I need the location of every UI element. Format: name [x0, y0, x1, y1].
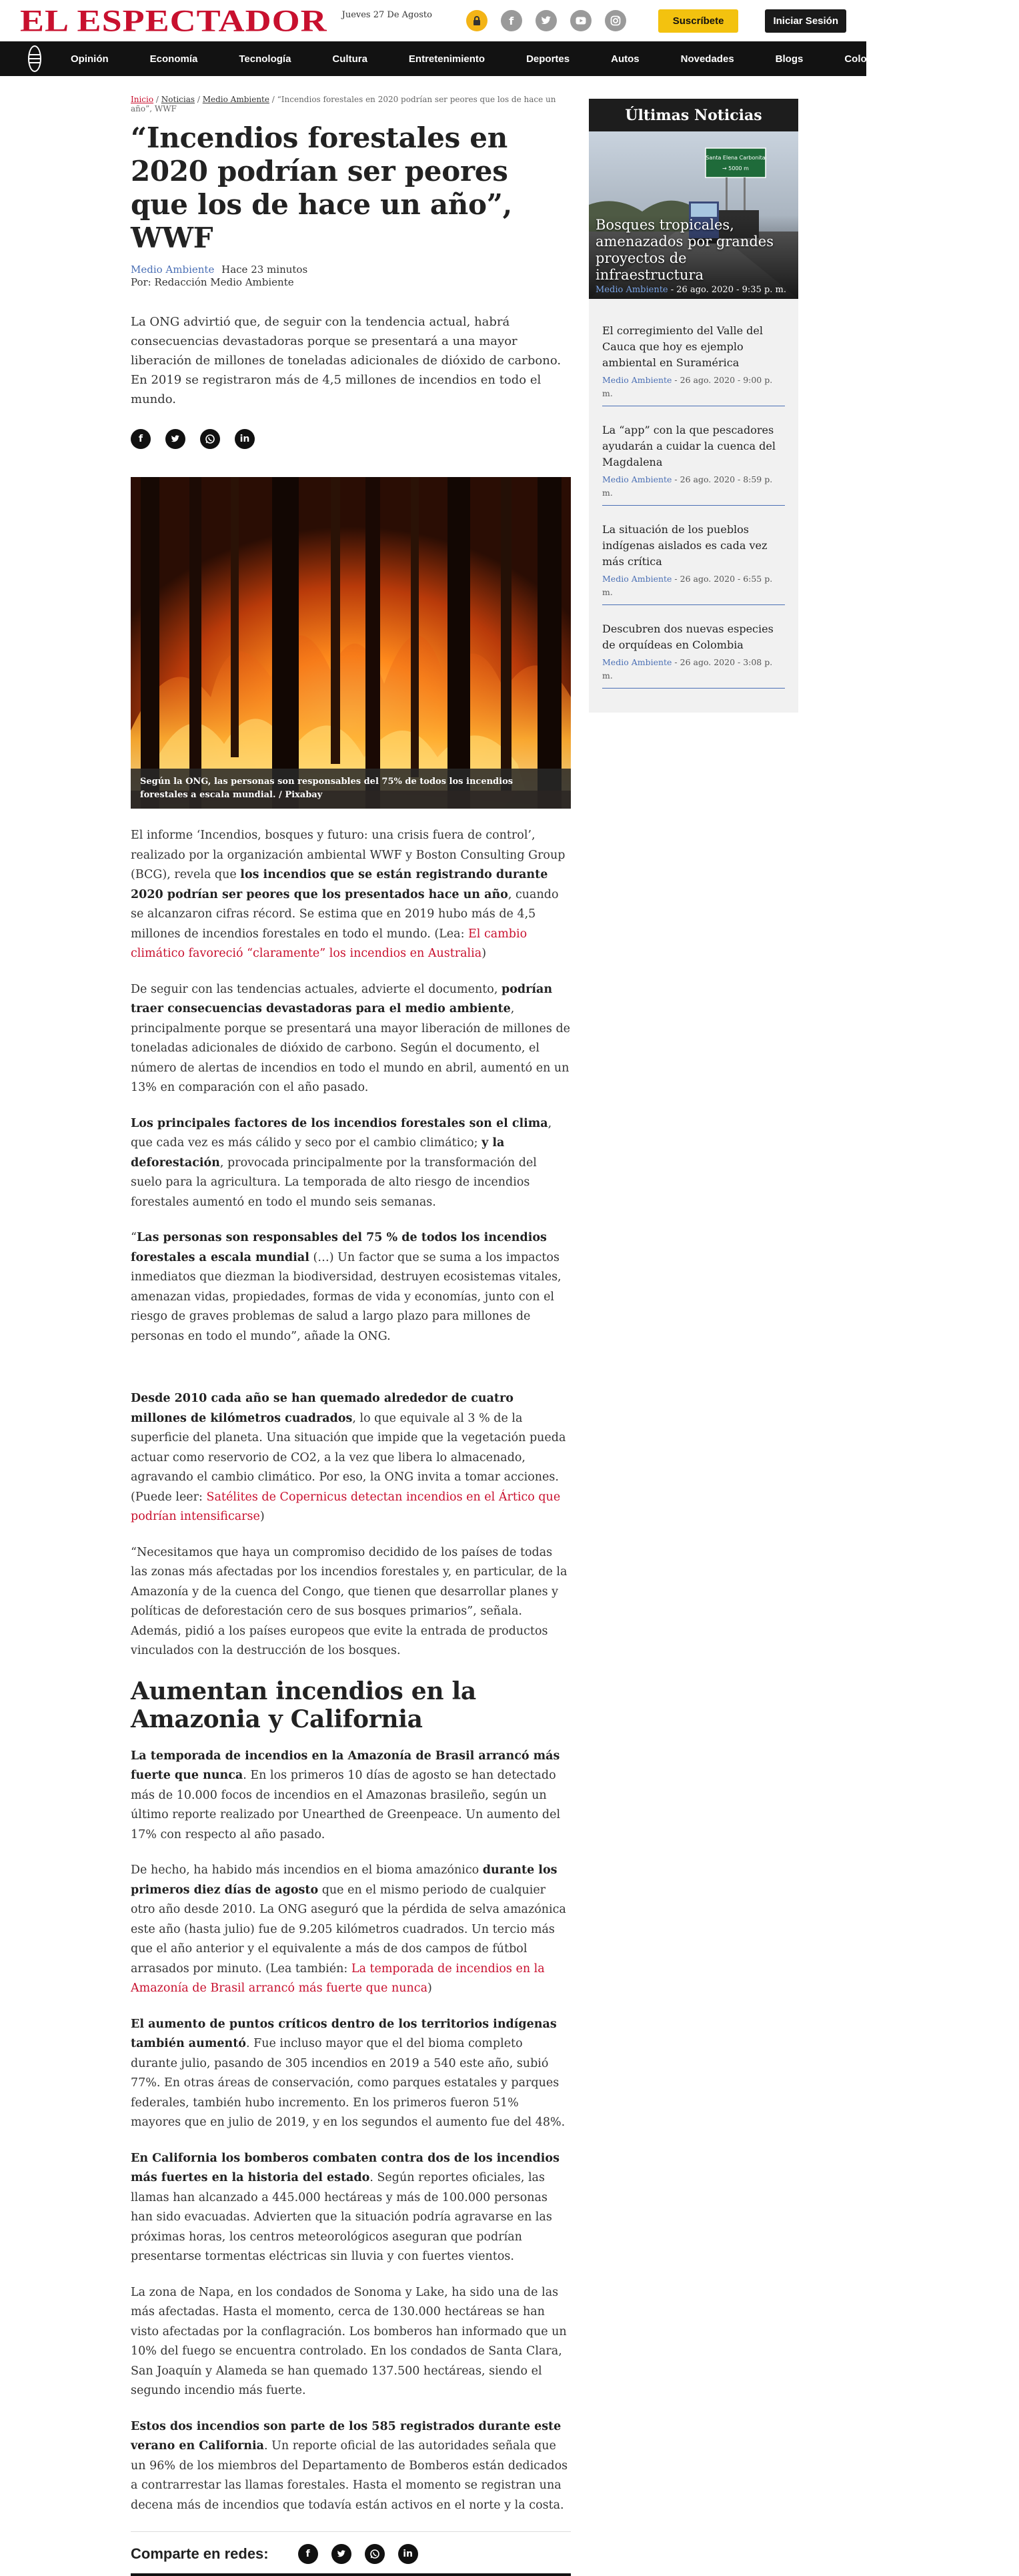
main-nav	[0, 41, 978, 76]
breadcrumb-separator: /	[269, 95, 277, 104]
paragraph	[131, 2015, 571, 2133]
news-item-section[interactable]: Medio Ambiente	[602, 574, 672, 584]
article-body	[131, 826, 571, 2515]
paragraph	[131, 1114, 571, 1213]
sidebar-feature[interactable]	[589, 131, 798, 299]
nav-item-cultura[interactable]: Cultura	[332, 53, 367, 65]
site-logo[interactable]: EL ESPECTADOR	[20, 3, 327, 38]
section-heading: Aumentan incendios en la Amazonia y California	[131, 1677, 476, 1733]
article-lead: La ONG advirtió que, de seguir con la tendencia actual, habrá consecuencias devastadoras porque se presentará a una mayor liberación de millones de toneladas adicionales de dióxido de carbono. En 2019 se registraron más de 4,5 millones de incendios en todo el mundo.	[131, 315, 562, 406]
share-buttons-top	[131, 429, 571, 449]
sidebar-news-item[interactable]	[602, 323, 785, 406]
nav-item-colombia-2020[interactable]: Colombia 2020	[844, 53, 916, 65]
facebook-icon[interactable]: f	[298, 2544, 318, 2564]
facebook-icon[interactable]: f	[501, 10, 522, 31]
text: . Un reporte oficial de las autoridades señala que un 96% de los miembros del Departamento de Bomberos están dedicados a contrarrestar las llamas forestales. Hasta el momento se registran una decena más de incendios que todavía están activos en el norte y la costa.	[131, 2439, 568, 2512]
text: que en el mismo periodo de cualquier otro año desde 2010. La ONG aseguró que la pérdida de selva amazónica este año (hasta julio) fue de 9.205 kilómetros cuadrados. Un tercio más que el año anterior y el equivalente a más de dos campos de fútbol arrasados por minuto. (Lea también:	[131, 1883, 566, 1976]
news-item-date: - 26 ago. 2020 - 3:08 p. m.	[602, 657, 773, 681]
news-item-section[interactable]: Medio Ambiente	[602, 474, 672, 484]
text: , principalmente porque se presentará una mayor liberación de millones de toneladas adicionales de dióxido de carbono. Según el documento, el número de alertas de incendios en todo el mundo en abril, aumentó en un 13% en comparación con el año pasado.	[131, 1002, 571, 1094]
text: )	[481, 947, 487, 960]
news-item-meta	[602, 374, 785, 400]
related-link[interactable]: La temporada de incendios en la Amazonía de Brasil arrancó más fuerte que nunca	[131, 1962, 545, 1995]
article-image	[131, 477, 571, 809]
bold-text: Desde 2010 cada año se han quemado alrededor de cuatro millones de kilómetros cuadrados	[131, 1392, 514, 1425]
subscribe-button[interactable]: Suscríbete	[658, 9, 739, 33]
text: , provocada principalmente por la transformación del suelo para la agricultura. La temporada de alto riesgo de incendios forestales aumentó en todo el mundo seis semanas.	[131, 1156, 537, 1209]
related-link[interactable]: Satélites de Copernicus detectan incendios en el Ártico que podrían intensificarse	[131, 1490, 561, 1523]
feature-meta	[596, 285, 792, 295]
breadcrumb-section[interactable]: Medio Ambiente	[202, 95, 269, 104]
text: De seguir con las tendencias actuales, advierte el documento,	[131, 982, 501, 996]
sidebar-news-item[interactable]	[602, 522, 785, 605]
related-link[interactable]: El cambio climático favoreció “claramente” los incendios en Australia	[131, 927, 528, 960]
linkedin-icon[interactable]: in	[398, 2544, 418, 2564]
news-item-meta	[602, 473, 785, 500]
nav-item-opinion[interactable]: Opinión	[71, 53, 109, 65]
paragraph: “Necesitamos que haya un compromiso decidido de los países de todas las zonas más afectadas por los incendios forestales y, en particular, de la Amazonía y de la cuenca del Congo, que tienen que desarrollar planes y políticas de deforestación cero de sus bosques primarios”, señala. Además, pidió a los países europeos que evite la entrada de productos vinculados con la destrucción de los bosques.	[131, 1545, 568, 1657]
news-item-date: - 26 ago. 2020 - 6:55 p. m.	[602, 574, 773, 597]
text: , que cada vez es más cálido y seco por el cambio climático;	[131, 1116, 552, 1150]
paragraph	[131, 2149, 571, 2267]
news-item-meta	[602, 572, 785, 599]
login-button[interactable]: Iniciar Sesión	[765, 9, 846, 33]
bold-text: los incendios que se están registrando durante 2020 podrían ser peores que los presentados hace un año	[131, 868, 548, 901]
sidebar-title: Últimas Noticias	[589, 99, 798, 131]
paragraph	[131, 2417, 571, 2516]
feature-section[interactable]: Medio Ambiente	[596, 285, 668, 295]
news-item-date: - 26 ago. 2020 - 9:00 p. m.	[602, 375, 773, 398]
text: )	[259, 1510, 265, 1523]
sidebar-news-item[interactable]	[602, 422, 785, 506]
sidebar-list	[589, 299, 798, 689]
paragraph	[131, 1747, 571, 1845]
text: . En los primeros 10 días de agosto se han detectado más de 10.000 focos de incendios en el Amazonas brasileño, según un último reporte realizado por Unearthed de Greenpeace. Un aumento del 17% con respecto al año pasado.	[131, 1769, 561, 1841]
nav-item-autos[interactable]: Autos	[611, 53, 640, 65]
text: . Fue incluso mayor que el del bioma completo durante julio, pasando de 305 incendios en 2019 a 540 este año, subió 77%. En otras áreas de conservación, como parques estatales y parques federales, también hubo incremento. En los primeros fueron 51% mayores que en julio de 2019, y en los segundos el aumento fue del 48%.	[131, 2037, 566, 2129]
facebook-icon[interactable]: f	[131, 429, 151, 449]
share-buttons-bottom	[131, 2531, 571, 2564]
twitter-icon[interactable]	[536, 10, 557, 31]
nav-items	[71, 53, 1019, 65]
breadcrumb-separator: /	[195, 95, 203, 104]
whatsapp-icon[interactable]	[200, 429, 220, 449]
article	[131, 95, 571, 2576]
news-item-date: - 26 ago. 2020 - 8:59 p. m.	[602, 474, 773, 498]
forest-fire-illustration	[131, 477, 571, 809]
text: De hecho, ha habido más incendios en el bioma amazónico	[131, 1863, 483, 1877]
news-item-section[interactable]: Medio Ambiente	[602, 657, 672, 667]
nav-item-entretenimiento[interactable]: Entretenimiento	[408, 53, 485, 65]
news-item-meta	[602, 656, 785, 683]
text: , cuando se alcanzaron cifras récord. Se estima que en 2019 hubo más de 4,5 millones de incendios forestales en todo el mundo. (Lea:	[131, 887, 559, 941]
header-actions	[466, 9, 846, 33]
feature-date: - 26 ago. 2020 - 9:35 p. m.	[668, 285, 787, 295]
text: El informe ‘Incendios, bosques y futuro: una crisis fuera de control’, realizado por la organización ambiental WWF y Boston Consulting Group (BCG), revela que	[131, 829, 566, 881]
paragraph	[131, 1861, 571, 1999]
breadcrumb	[131, 95, 571, 113]
paragraph: La zona de Napa, en los condados de Sonoma y Lake, ha sido una de las más afectadas. Hasta el momento, cerca de 130.000 hectáreas se han visto afectadas por la conflagración. Los bomberos han informado que un 10% del fuego se encuentra controlado. En los condados de Santa Clara, San Joaquín y Alameda se han quemado 137.500 hectáreas, siendo el segundo incendio más fuerte.	[131, 2285, 567, 2397]
bold-text: Los principales factores de los incendios forestales son el clima	[131, 1116, 548, 1130]
linkedin-icon[interactable]: in	[235, 429, 255, 449]
nav-item-tecnologia[interactable]: Tecnología	[239, 53, 291, 65]
bold-text: y la deforestación	[131, 1136, 505, 1170]
twitter-icon[interactable]	[331, 2544, 351, 2564]
breadcrumb-noticias[interactable]: Noticias	[161, 95, 195, 104]
image-caption: Según la ONG, las personas son responsables del 75% de todos los incendios forestales a escala mundial. / Pixabay	[131, 769, 571, 809]
divider	[131, 2573, 571, 2576]
whatsapp-icon[interactable]	[365, 2544, 385, 2564]
text: , lo que equivale al 3 % de la superficie del planeta. Una situación que impide que la vegetación pueda actuar como reservorio de CO2, a la vez que libera lo almacenado, agravando el cambio climático. Por eso, la ONG invita a tomar acciones. (Puede leer:	[131, 1411, 566, 1504]
feature-text	[596, 217, 792, 295]
news-item-title[interactable]: La situación de los pueblos indígenas aislados es cada vez más crítica	[602, 523, 768, 568]
news-item-title[interactable]: El corregimiento del Valle del Cauca que hoy es ejemplo ambiental en Suramérica	[602, 324, 763, 369]
twitter-icon[interactable]	[165, 429, 185, 449]
bold-text: Las personas son responsables del 75 % de todos los incendios forestales a escala mundial	[131, 1231, 547, 1264]
bold-text: La temporada de incendios en la Amazonía de Brasil arrancó más fuerte que nunca	[131, 1749, 560, 1782]
news-item-section[interactable]: Medio Ambiente	[602, 375, 672, 385]
header-date: Jueves 27 De Agosto	[341, 9, 432, 20]
youtube-icon[interactable]	[570, 10, 592, 31]
text: (…) Un factor que se suma a los impactos inmediatos que diezman la biodiversidad, destruyen ecosistemas vitales, amenazan vidas, propiedades, formas de vida y economías, junto con el riesgo de graves problemas de salud a largo plazo para millones de personas en todo el mundo”, añade la ONG.	[131, 1250, 562, 1343]
paragraph	[131, 1228, 571, 1346]
share-label: Comparte en redes:	[131, 2545, 269, 2562]
article-section-link[interactable]: Medio Ambiente	[131, 264, 215, 276]
text: )	[427, 1982, 432, 1995]
nav-item-novedades[interactable]: Novedades	[680, 53, 734, 65]
feature-title[interactable]: Bosques tropicales, amenazados por grandes proyectos de infraestructura	[596, 217, 774, 283]
paragraph	[131, 826, 571, 964]
nav-item-economia[interactable]: Economía	[149, 53, 198, 65]
article-headline: “Incendios forestales en 2020 podrían ser peores que los de hace un año”, WWF	[131, 121, 512, 254]
article-time: Hace 23 minutos	[221, 264, 308, 276]
paragraph	[131, 980, 571, 1098]
site-header	[0, 0, 866, 41]
instagram-icon[interactable]	[605, 10, 626, 31]
latest-news-sidebar	[589, 99, 798, 713]
spacer	[131, 1362, 571, 1389]
breadcrumb-separator: /	[153, 95, 161, 104]
bold-text: En California los bomberos combaten contra dos de los incendios más fuertes en la historia del estado	[131, 2151, 560, 2184]
paragraph	[131, 1389, 571, 1527]
breadcrumb-current: “Incendios forestales en 2020 podrían ser peores que los de hace un año”, WWF	[131, 95, 556, 113]
nav-item-deportes[interactable]: Deportes	[526, 53, 570, 65]
sidebar-news-item[interactable]	[602, 621, 785, 689]
breadcrumb-home[interactable]: Inicio	[131, 95, 154, 104]
text: “	[131, 1231, 137, 1244]
bold-text: podrían traer consecuencias devastadoras para el medio ambiente	[131, 982, 553, 1015]
bold-text: El aumento de puntos críticos dentro de los territorios indígenas también aumentó	[131, 2017, 557, 2050]
bold-text: Estos dos incendios son parte de los 585 registrados durante este verano en California	[131, 2419, 562, 2453]
nav-item-vivir[interactable]: Vivir	[956, 53, 978, 65]
article-byline: Por: Redacción Medio Ambiente	[131, 276, 294, 288]
text: . Según reportes oficiales, las llamas han alcanzado a 445.000 hectáreas y más de 100.000 personas han sido evacuadas. Advierten que la situación podría agravarse en las próximas horas, los centros meteorológicos aseguran que podrían presentarse tormentas eléctricas sin lluvia y con fuertes vientos.	[131, 2171, 552, 2263]
news-item-title[interactable]: La “app” con la que pescadores ayudarán a cuidar la cuenca del Magdalena	[602, 424, 776, 468]
article-meta	[131, 263, 571, 276]
menu-icon[interactable]	[28, 45, 41, 72]
lock-icon[interactable]	[466, 10, 487, 31]
news-item-title[interactable]: Descubren dos nuevas especies de orquídeas en Colombia	[602, 622, 774, 651]
nav-item-blogs[interactable]: Blogs	[775, 53, 804, 65]
bold-text: durante los primeros diez días de agosto	[131, 1863, 558, 1897]
